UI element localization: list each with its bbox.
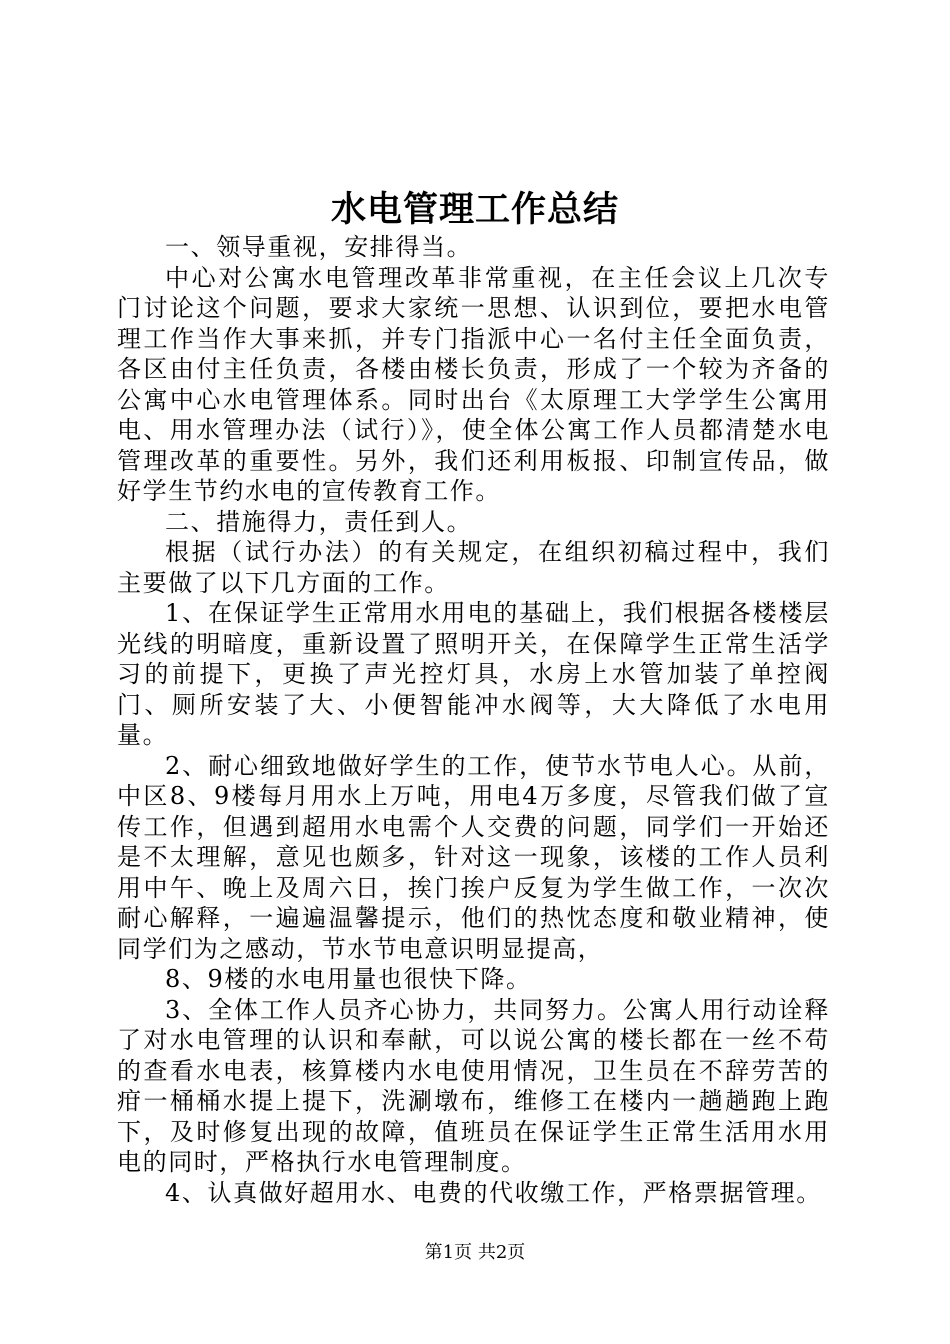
paragraph-7: 4、认真做好超用水、电费的代收缴工作，严格票据管理。: [165, 1178, 822, 1207]
paragraph-6: 3、全体工作人员齐心协力，共同努力。公寓人用行动诠释了对水电管理的认识和奉献，可以说公寓的楼长都在一丝不苟的查看水电表，核算楼内水电使用情况，卫生员在不辞劳苦的疳一桶桶水提上提下，洗涮墩布，维修工在楼内一趟趟跑上跑下，及时修复出现的故障，值班员在保证学生正常生活用水用电的同时，严格执行水电管理制度。: [117, 995, 830, 1176]
paragraph-4: 2、耐心细致地做好学生的工作，使节水节电人心。从前，中区8、9楼每月用水上万吨，用电4万多度，尽管我们做了宣传工作，但遇到超用水电需个人交费的问题，同学们一开始还是不太理解，意见也颇多，针对这一现象，该楼的工作人员利用中午、晚上及周六日，挨门挨户反复为学生做工作，一次次耐心解释，一遍遍温馨提示，他们的热忱态度和敬业精神，使同学们为之感动，节水节电意识明显提高，: [117, 751, 830, 963]
page-footer: 第1页 共2页: [424, 1242, 526, 1263]
paragraph-1: 中心对公寓水电管理改革非常重视，在主任会议上几次专门讨论这个问题，要求大家统一思想、认识到位，要把水电管理工作当作大事来抓，并专门指派中心一名付主任全面负责，各区由付主任负责，各楼由楼长负责，形成了一个较为齐备的公寓中心水电管理体系。同时出台《太原理工大学学生公寓用电、用水管理办法（试行）》，使全体公寓工作人员都清楚水电管理改革的重要性。另外，我们还利用板报、印制宣传品，做好学生节约水电的宣传教育工作。: [117, 263, 830, 505]
paragraph-3: 1、在保证学生正常用水用电的基础上，我们根据各楼楼层光线的明暗度，重新设置了照明开关，在保障学生正常生活学习的前提下，更换了声光控灯具，水房上水管加装了单控阀门、厕所安装了大、小便智能冲水阀等，大大降低了水电用量。: [117, 599, 830, 749]
document-body: [117, 232, 830, 1208]
paragraph-5: 8、9楼的水电用量也很快下降。: [165, 965, 532, 993]
section-heading-1: 一、领导重视，安排得当。: [165, 233, 473, 261]
section-heading-2: 二、措施得力，责任到人。: [165, 507, 473, 536]
document-title: 水电管理工作总结: [330, 189, 619, 230]
paragraph-2: 根据（试行办法）的有关规定，在组织初稿过程中，我们主要做了以下几方面的工作。: [117, 538, 830, 597]
